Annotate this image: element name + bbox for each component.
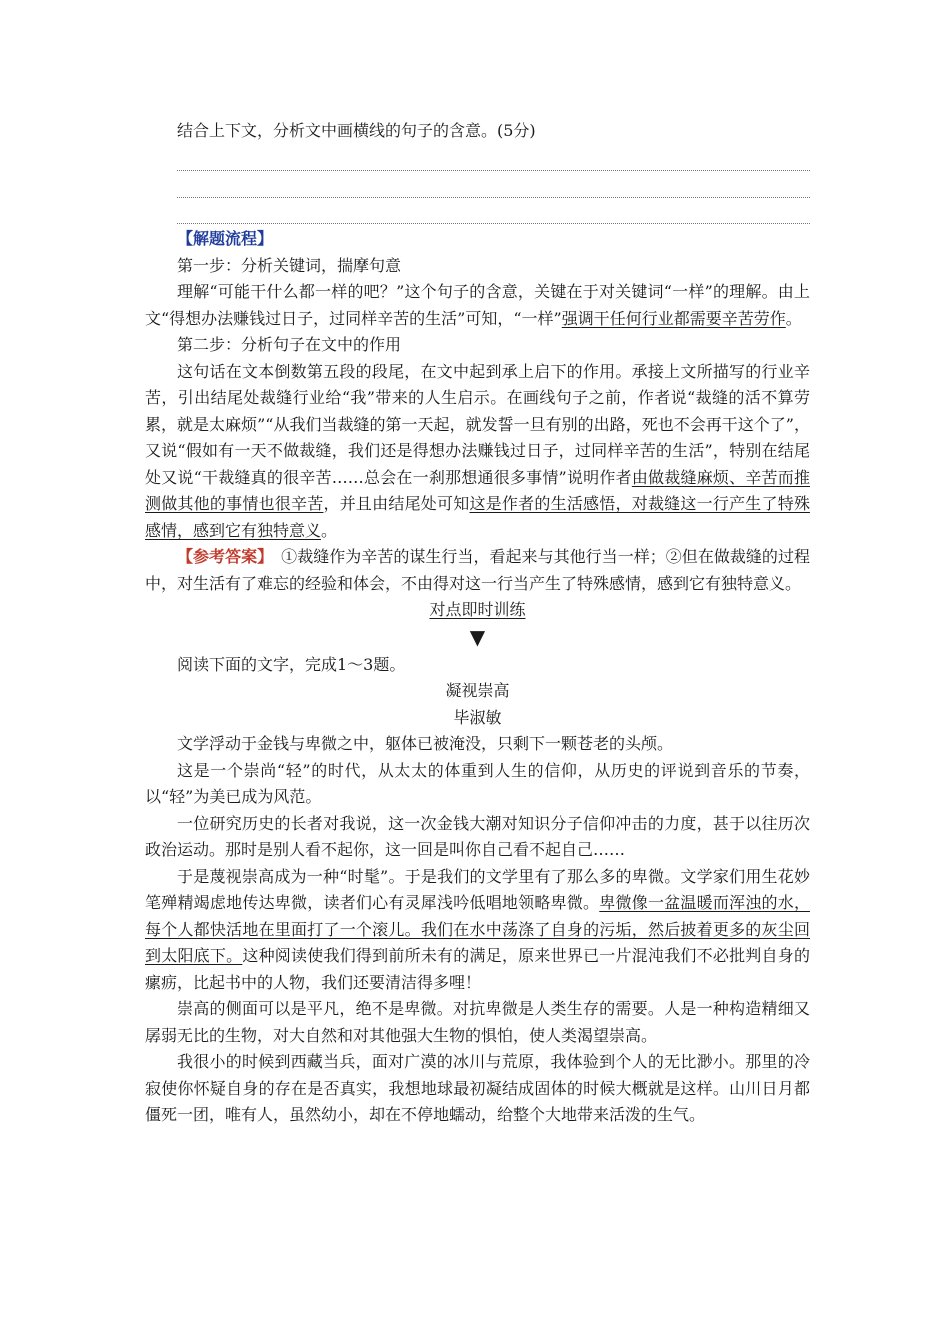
answer-text: ①裁缝作为辛苦的谋生行当，看起来与其他行当一样；②但在做裁缝的过程中，对生活有了难忘的经验和体会，不由得对这一行当产生了特殊感情，感到它有独特意义。 [145, 547, 810, 593]
para4-text-a: 于是蔑视崇高成为一种“时髦”。于是我们的文学里有了那么多的卑微。文学家们用生花妙笔殚精竭虑地传达卑微，读者们心有灵犀浅吟低唱地领略卑微。 [145, 866, 810, 912]
step2-paragraph [145, 359, 810, 545]
essay-paragraph-1: 文学浮动于金钱与卑微之中，躯体已被淹没，只剩下一颗苍老的头颅。 [177, 734, 674, 753]
answer-line-3 [177, 198, 810, 225]
process-label: 【解题流程】 [177, 229, 274, 248]
step2-underlined-2: 这是作者的生活感悟，对裁缝这一行产生了特殊感情，感到它有独特意义 [145, 494, 810, 540]
training-title [145, 597, 810, 624]
reading-intro: 阅读下面的文字，完成1～3题。 [177, 654, 406, 674]
essay-paragraph-3: 一位研究历史的长者对我说，这一次金钱大潮对知识分子信仰冲击的力度，甚于以往历次政治运动。那时是别人看不起你，这一回是叫你自己看不起自己…… [145, 813, 810, 859]
answer-line-1 [177, 145, 810, 172]
para4-underlined: 卑微像一盆温暖而浑浊的水，每个人都快活地在里面打了一个滚儿。我们在水中荡涤了自身的污垢，然后披着更多的灰尘回到太阳底下。 [145, 893, 810, 965]
step1-heading: 第一步：分析关键词，揣摩句意 [177, 255, 402, 275]
essay-paragraph-6: 我很小的时候到西藏当兵，面对广漠的冰川与荒原，我体验到个人的无比渺小。那里的冷寂使你怀疑自身的存在是否真实，我想地球最初凝结成固体的时候大概就是这样。山川日月都僵死一团，唯有人，虽然幼小，却在不停地蠕动，给整个大地带来活泼的生气。 [145, 1052, 810, 1124]
essay-title: 凝视崇高 [445, 681, 510, 700]
step2-underlined-1: 由做裁缝麻烦、辛苦而推测做其他的事情也很辛苦 [145, 467, 810, 513]
step1-text: 理解“可能干什么都一样的吧？”这个句子的含意，关键在于对关键词“一样”的理解。由上文“得想办法赚钱过日子，过同样辛苦的生活”可知，“一样” [145, 282, 810, 328]
step1-underlined: 强调干任何行业都需要辛苦劳作 [561, 308, 786, 328]
document-page [145, 118, 810, 1129]
step1-paragraph [145, 279, 810, 332]
step2-text: 这句话在文本倒数第五段的段尾，在文中起到承上启下的作用。承接上文所描写的行业辛苦，引出结尾处裁缝行业给“我”带来的人生启示。在画线句子之前，作者说“裁缝的活不算劳累，就是太麻烦”“从我们当裁缝的第一天起，就发誓一旦有别的出路，死也不会再干这个了”，又说“假如有一天不做裁缝，我们还是得想办法赚钱过日子，过同样辛苦的生活”，特别在结尾处又说“干裁缝真的很辛苦……总会在一刹那想通很多事情”说明作者 [145, 361, 810, 487]
question-text: 结合上下文，分析文中画横线的句子的含意。(5分) [177, 121, 536, 140]
step2-heading: 第二步：分析句子在文中的作用 [177, 335, 402, 354]
step2-mid: ，并且由结尾处可知 [323, 494, 470, 513]
down-arrow-icon: ▼ [469, 624, 486, 649]
training-title-text: 对点即时训练 [429, 600, 526, 619]
essay-author: 毕淑敏 [453, 707, 502, 727]
essay-paragraph-2: 这是一个崇尚“轻”的时代，从太太的体重到人生的信仰，从历史的评说到音乐的节奏，以“轻”为美已成为风范。 [145, 760, 810, 806]
step2-end: 。 [321, 520, 338, 540]
essay-paragraph-4 [145, 864, 810, 997]
section-process-heading [145, 226, 810, 253]
essay-paragraph-5: 崇高的侧面可以是平凡，绝不是卑微。对抗卑微是人类生存的需要。人是一种构造精细又孱弱无比的生物，对大自然和对其他强大生物的惧怕，使人类渴望崇高。 [145, 999, 810, 1045]
answer-label: 【参考答案】 [177, 547, 266, 566]
para4-text-b: 这种阅读使我们得到前所未有的满足，原来世界已一片混沌我们不必批判自身的瘰疬，比起书中的人物，我们还要清洁得多哩！ [145, 946, 810, 992]
reference-answer [145, 544, 810, 597]
step1-end: 。 [785, 308, 802, 328]
answer-line-2 [177, 171, 810, 198]
